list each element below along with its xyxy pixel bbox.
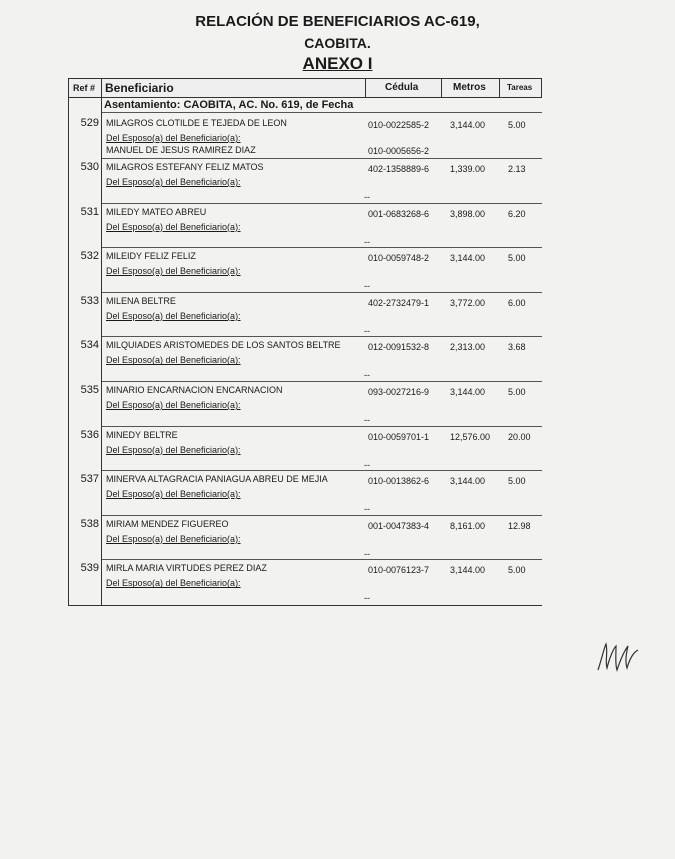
beneficiary-tareas: 20.00 <box>508 431 531 442</box>
beneficiary-cedula: 010-0076123-7 <box>368 565 430 576</box>
spouse-label: Del Esposo(a) del Beneficiario(a): <box>106 266 241 277</box>
table-row <box>68 115 542 159</box>
row-ref: 534 <box>80 339 99 352</box>
beneficiary-tareas: 5.00 <box>508 120 526 130</box>
table-header <box>68 78 542 98</box>
beneficiary-metros: 3,144.00 <box>450 120 486 130</box>
beneficiary-tareas: 12.98 <box>508 520 531 531</box>
beneficiary-name: MIRLA MARIA VIRTUDES PEREZ DIAZ <box>106 563 267 574</box>
beneficiary-cedula: 001-0047383-4 <box>368 520 430 531</box>
beneficiary-metros: 2,313.00 <box>450 342 486 353</box>
spouse-label: Del Esposo(a) del Beneficiario(a): <box>106 355 241 366</box>
beneficiary-metros: 8,161.00 <box>450 520 486 531</box>
beneficiary-tareas: 5.00 <box>508 476 526 487</box>
row-ref: 538 <box>80 517 99 530</box>
beneficiary-metros: 3,144.00 <box>450 253 486 264</box>
row-ref: 533 <box>80 294 99 307</box>
document-subtitle: CAOBITA. <box>304 35 371 51</box>
beneficiary-tareas: 5.00 <box>508 387 526 397</box>
spouse-name: MANUEL DE JESUS RAMIREZ DIAZ <box>106 145 256 155</box>
row-ref: 532 <box>80 250 99 263</box>
beneficiary-metros: 3,772.00 <box>450 297 486 308</box>
spouse-label: Del Esposo(a) del Beneficiario(a): <box>106 177 241 187</box>
spouse-label: Del Esposo(a) del Beneficiario(a): <box>106 310 241 321</box>
beneficiary-cedula: 010-0059748-2 <box>368 253 430 264</box>
beneficiary-cedula: 001-0683268-6 <box>368 208 430 219</box>
row-ref: 529 <box>80 117 99 129</box>
row-ref: 537 <box>80 473 99 486</box>
table-row <box>68 159 542 204</box>
spouse-cedula: -- <box>364 192 370 202</box>
spouse-cedula: -- <box>364 236 370 247</box>
spouse-cedula: -- <box>364 370 370 381</box>
beneficiary-metros: 3,898.00 <box>450 208 486 219</box>
beneficiary-tareas: 5.00 <box>508 565 526 576</box>
header-cedula: Cédula <box>385 82 419 93</box>
beneficiary-tareas: 6.00 <box>508 297 526 308</box>
beneficiary-cedula: 402-1358889-6 <box>368 164 430 174</box>
table-row <box>68 427 542 472</box>
table-row <box>68 204 542 249</box>
beneficiaries-table <box>68 78 542 606</box>
spouse-cedula: -- <box>364 548 370 559</box>
row-ref: 531 <box>80 205 99 218</box>
spouse-label: Del Esposo(a) del Beneficiario(a): <box>106 578 241 589</box>
spouse-label: Del Esposo(a) del Beneficiario(a): <box>106 489 241 500</box>
spouse-cedula: -- <box>364 281 370 292</box>
beneficiary-name: MILQUIADES ARISTOMEDES DE LOS SANTOS BELTRE <box>106 340 341 351</box>
beneficiary-tareas: 2.13 <box>508 164 526 174</box>
table-row <box>68 382 542 427</box>
beneficiary-metros: 12,576.00 <box>450 431 491 442</box>
spouse-label: Del Esposo(a) del Beneficiario(a): <box>106 444 241 455</box>
beneficiary-name: MILEIDY FELIZ FELIZ <box>106 251 196 262</box>
table-row <box>68 471 542 516</box>
beneficiary-name: MILEDY MATEO ABREU <box>106 206 207 217</box>
spouse-label: Del Esposo(a) del Beneficiario(a): <box>106 533 241 544</box>
row-ref: 530 <box>80 161 99 173</box>
beneficiary-name: MINARIO ENCARNACION ENCARNACION <box>106 385 283 395</box>
table-row <box>68 248 542 293</box>
beneficiary-metros: 1,339.00 <box>450 164 486 174</box>
beneficiary-metros: 3,144.00 <box>450 387 486 397</box>
beneficiary-cedula: 093-0027216-9 <box>368 387 430 397</box>
table-row <box>68 560 542 605</box>
annex-title: ANEXO I <box>302 54 373 73</box>
row-ref: 536 <box>80 428 99 441</box>
header-ref: Ref # <box>73 83 96 93</box>
beneficiary-tareas: 3.68 <box>508 342 526 353</box>
row-ref: 539 <box>80 562 99 575</box>
beneficiary-tareas: 6.20 <box>508 208 526 219</box>
beneficiary-cedula: 010-0059701-1 <box>368 431 430 442</box>
beneficiary-cedula: 010-0013862-6 <box>368 476 430 487</box>
beneficiary-cedula: 012-0091532-8 <box>368 342 430 353</box>
beneficiary-metros: 3,144.00 <box>450 476 486 487</box>
beneficiary-metros: 3,144.00 <box>450 565 486 576</box>
beneficiary-name: MINERVA ALTAGRACIA PANIAGUA ABREU DE MEJIA <box>106 474 328 485</box>
document-title: RELACIÓN DE BENEFICIARIOS AC-619, <box>195 13 480 30</box>
beneficiary-name: MINEDY BELTRE <box>106 429 178 440</box>
row-ref: 535 <box>80 384 99 396</box>
spouse-cedula: -- <box>364 459 370 470</box>
spouse-cedula: -- <box>364 593 370 604</box>
header-beneficiario: Beneficiario <box>105 81 174 95</box>
spouse-cedula: -- <box>364 325 370 336</box>
spouse-label: Del Esposo(a) del Beneficiario(a): <box>106 133 241 143</box>
spouse-cedula: -- <box>364 504 370 515</box>
beneficiary-tareas: 5.00 <box>508 253 526 264</box>
beneficiary-name: MILAGROS ESTEFANY FELIZ MATOS <box>106 162 264 172</box>
beneficiary-cedula: 402-2732479-1 <box>368 297 430 308</box>
header-tareas: Tareas <box>507 83 533 92</box>
header-metros: Metros <box>453 82 486 93</box>
beneficiary-cedula: 010-0022585-2 <box>368 120 430 130</box>
asentamiento-label: Asentamiento: CAOBITA, AC. No. 619, de Fecha <box>104 99 354 111</box>
signature-mark <box>596 640 640 676</box>
spouse-label: Del Esposo(a) del Beneficiario(a): <box>106 221 241 232</box>
table-row <box>68 337 542 382</box>
table-row <box>68 293 542 338</box>
spouse-label: Del Esposo(a) del Beneficiario(a): <box>106 400 241 410</box>
beneficiary-name: MILENA BELTRE <box>106 295 176 306</box>
beneficiary-name: MILAGROS CLOTILDE E TEJEDA DE LEON <box>106 118 287 128</box>
spouse-cedula: -- <box>364 415 370 425</box>
spouse-cedula: 010-0005656-2 <box>368 146 430 156</box>
table-row <box>68 516 542 561</box>
beneficiary-name: MIRIAM MENDEZ FIGUEREO <box>106 518 229 529</box>
